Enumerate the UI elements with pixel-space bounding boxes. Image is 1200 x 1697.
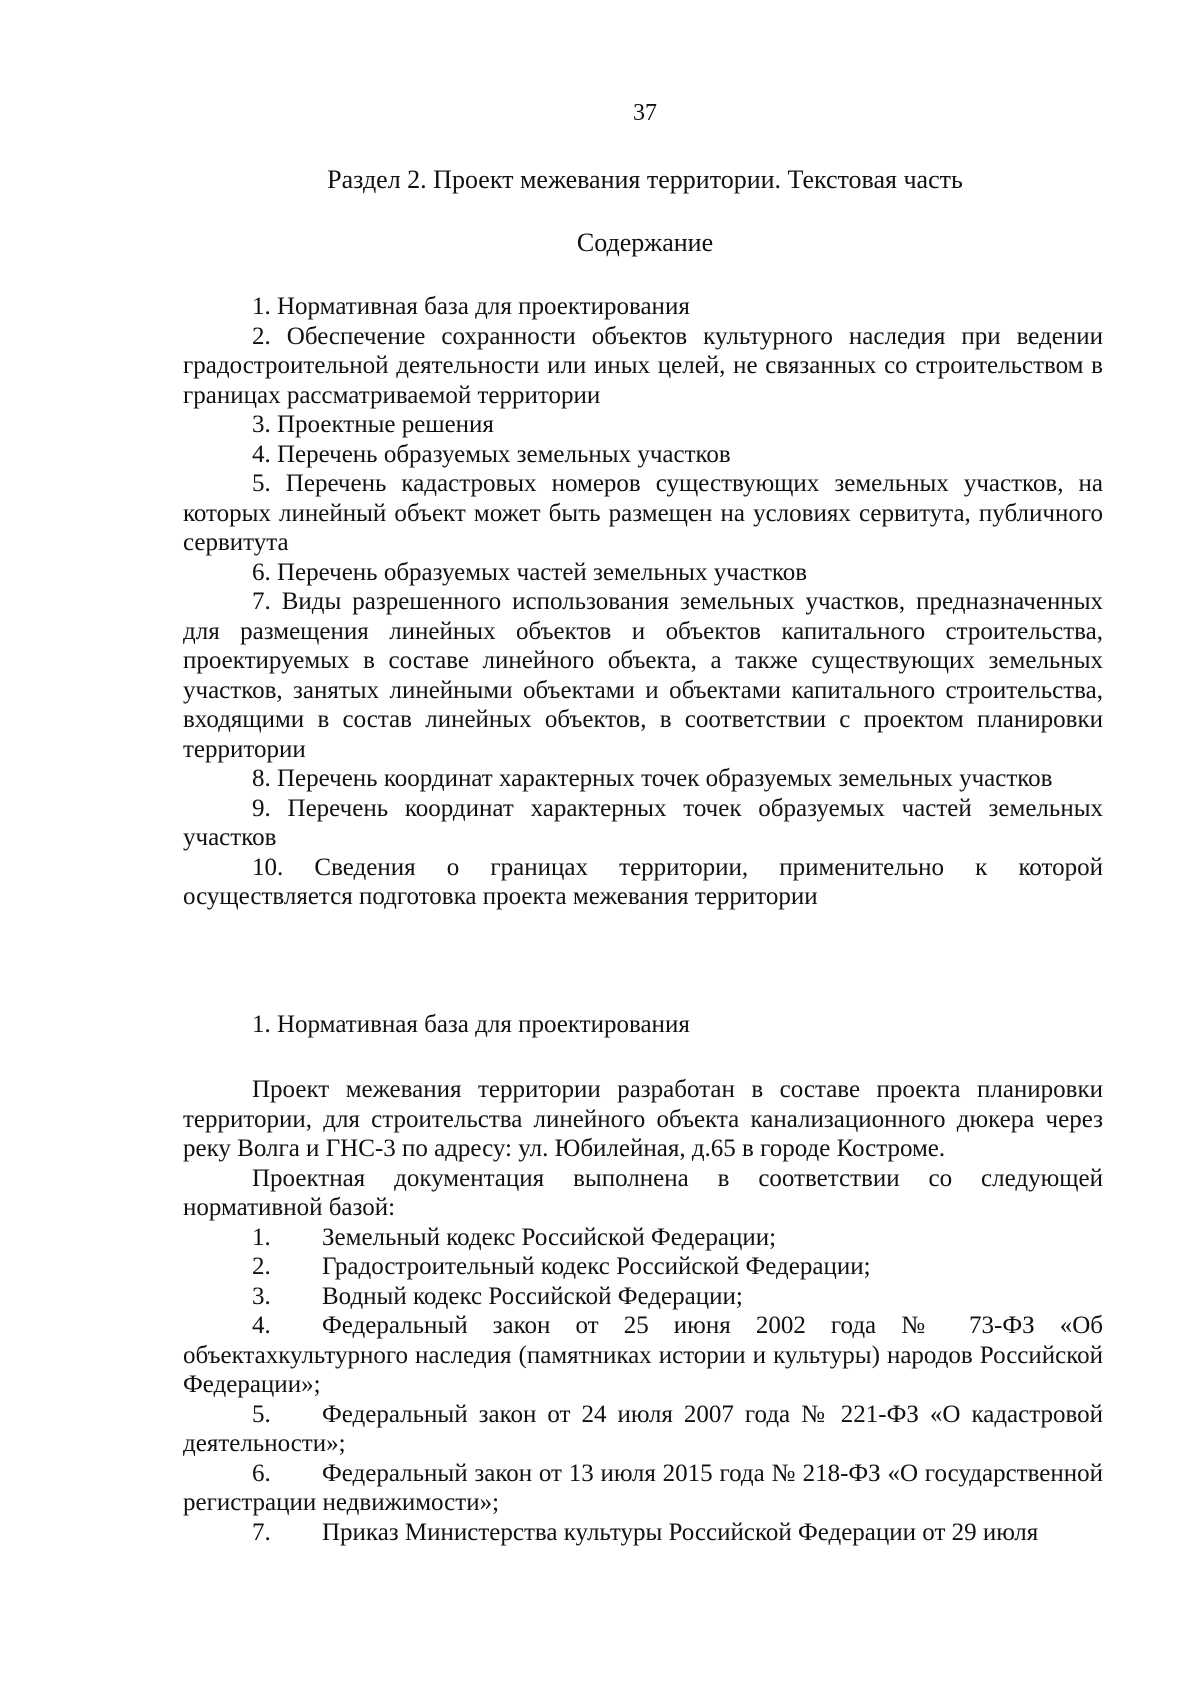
toc-item: 10. Сведения о границах территории, применительно к которой осуществляется подготовка проекта межевания территории — [183, 853, 1103, 910]
list-item-number: 2. — [252, 1253, 271, 1280]
toc-item: 4. Перечень образуемых земельных участков — [252, 440, 731, 468]
toc-item: 8. Перечень координат характерных точек образуемых земельных участков — [252, 765, 1053, 792]
section-title: Раздел 2. Проект межевания территории. Текстовая часть — [327, 165, 963, 194]
list-item-text: Земельный кодекс Российской Федерации; — [322, 1223, 777, 1251]
toc-item: 1. Нормативная база для проектирования — [252, 293, 690, 320]
toc-item: 5. Перечень кадастровых номеров существующих земельных участков, на которых линейный объект может быть размещен на условиях сервитута, публичного сервитута — [183, 470, 1103, 556]
list-item — [183, 1223, 1103, 1253]
toc-item: 2. Обеспечение сохранности объектов культурного наследия при ведении градостроительной деятельности или иных целей, не связанных со строительством в границах рассматриваемой территории — [183, 322, 1103, 409]
list-item-text: Федеральный закон от 13 июля 2015 года № 218-ФЗ «О государственной регистрации недвижимости»; — [183, 1459, 1103, 1516]
page-number: 37 — [633, 100, 657, 126]
toc-item: 3. Проектные решения — [252, 411, 494, 438]
list-item-number: 3. — [252, 1282, 271, 1310]
list-item-number: 7. — [252, 1518, 271, 1546]
list-item — [183, 1400, 1103, 1459]
list-item — [183, 1282, 1103, 1312]
list-item-number: 4. — [252, 1312, 271, 1339]
list-item-text: Водный кодекс Российской Федерации; — [322, 1282, 743, 1310]
list-item — [183, 1252, 1103, 1282]
list-item-number: 6. — [252, 1459, 271, 1487]
toc-item: 7. Виды разрешенного использования земельных участков, предназначенных для размещения линейных объектов и объектов капитального строительства, проектируемых в составе линейного объекта, а также существующих земельных участков, занятых линейными объектами и объектами капитального строительства, входящими в состав линейных объектов, в соответствии с проектом планировки территории — [183, 588, 1103, 763]
paragraph: Проектная документация выполнена в соответствии со следующей нормативной базой: — [183, 1164, 1103, 1221]
list-item-number: 1. — [252, 1223, 271, 1251]
list-item — [183, 1518, 1103, 1548]
section-heading: 1. Нормативная база для проектирования — [252, 1011, 690, 1038]
list-item — [183, 1459, 1103, 1518]
paragraph: Проект межевания территории разработан в составе проекта планировки территории, для строительства линейного объекта канализационного дюкера через реку Волга и ГНС-3 по адресу: ул. Юбилейная, д.65 в городе Костроме. — [183, 1076, 1103, 1162]
list-item-text: Градостроительный кодекс Российской Федерации; — [322, 1253, 871, 1280]
body-text — [183, 1075, 1103, 1547]
table-of-contents — [183, 292, 1103, 912]
list-item-number: 5. — [252, 1400, 271, 1428]
toc-item: 6. Перечень образуемых частей земельных участков — [252, 558, 808, 586]
list-item — [183, 1311, 1103, 1400]
list-item-text: Федеральный закон от 25 июня 2002 года № 73-ФЗ «Об объектахкультурного наследия (памятниках истории и культуры) народов Российской Федерации»; — [183, 1312, 1103, 1398]
list-item-text: Федеральный закон от 24 июля 2007 года № 221-ФЗ «О кадастровой деятельности»; — [183, 1400, 1103, 1457]
contents-title: Содержание — [576, 228, 714, 257]
list-item-text: Приказ Министерства культуры Российской Федерации от 29 июля — [322, 1518, 1039, 1546]
toc-item: 9. Перечень координат характерных точек образуемых частей земельных участков — [183, 794, 1103, 851]
